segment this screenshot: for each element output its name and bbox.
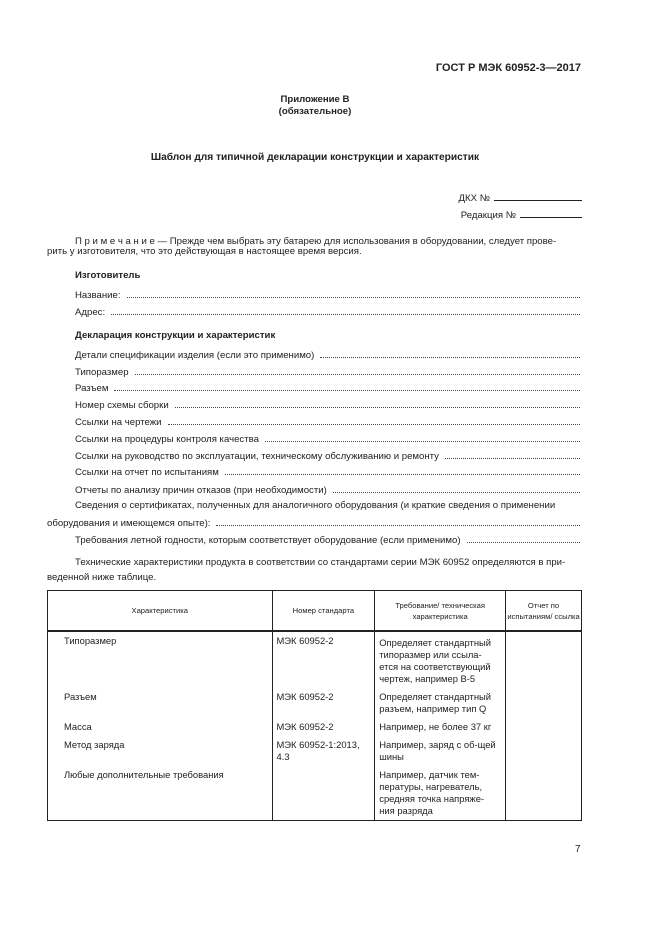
table-cell [506,766,582,821]
table-row [48,631,582,688]
dkx-label: ДКХ № [458,193,490,204]
col-header: Номер стандарта [272,591,375,632]
field-label: Ссылки на отчет по испытаниям [75,467,219,478]
revision-blank [520,208,582,218]
decl-field [75,465,580,479]
field-label: Разъем [75,383,109,394]
dotted-leader [175,398,580,408]
dotted-leader [216,516,580,526]
dotted-leader [225,465,580,475]
page-title: Шаблон для типичной декларации конструкции и характеристик [150,152,480,163]
table-cell: Масса [48,718,273,736]
field-label: Адрес: [75,307,106,318]
dotted-leader [111,305,580,315]
table-cell: Метод заряда [48,736,273,766]
field-label: Ссылки на руководство по эксплуатации, техническому обслуживанию и ремонту [75,451,439,462]
intro-text: Технические характеристики продукта в соответствии со стандартами серии МЭК 60952 определяются в при- [75,557,566,568]
field-label: Отчеты по анализу причин отказов (при необходимости) [75,485,327,496]
dotted-leader [135,365,580,375]
dotted-leader [333,483,580,493]
dotted-leader [265,432,580,442]
col-header: Требование/ техническая характеристика [375,591,506,632]
table-cell: МЭК 60952-2 [272,688,375,718]
dotted-leader [320,348,580,358]
decl-field [75,415,580,429]
characteristics-table [47,590,582,821]
appendix-title: Приложение В [280,94,350,105]
table-cell: Например, не более 37 кг [375,718,506,736]
col-header: Отчет по испытаниям/ ссылка [506,591,582,632]
table-row [48,766,582,821]
table-cell [506,736,582,766]
col-header: Характеристика [48,591,273,632]
dkx-blank [494,191,582,201]
table-cell: МЭК 60952-2 [272,718,375,736]
table-cell: Определяет стандартный типоразмер или ссыла-ется на соответствующий чертеж, например В-5 [375,631,506,688]
table-cell: Любые дополнительные требования [48,766,273,821]
decl-field [75,381,580,395]
note-text: — Прежде чем выбрать эту батарею для использования в оборудовании, следует прове- [154,236,557,247]
dotted-leader [168,415,581,425]
table-cell [506,718,582,736]
note-label: П р и м е ч а н и е [75,236,155,247]
table-cell: Например, датчик тем-пературы, нагреватель, средняя точка напряже-ния разряда [375,766,506,821]
field-label: Номер схемы сборки [75,400,169,411]
table-row [48,718,582,736]
dotted-leader [445,449,580,459]
revision-field [461,208,582,221]
field-label: Ссылки на процедуры контроля качества [75,434,259,445]
table-cell: МЭК 60952-1:2013, 4.3 [272,736,375,766]
table-cell [272,766,375,821]
field-label: Название: [75,290,121,301]
decl-field-certificates [47,516,580,530]
field-name [75,288,580,302]
table-cell: МЭК 60952-2 [272,631,375,688]
dotted-leader [467,533,580,543]
manufacturer-heading: Изготовитель [75,270,141,281]
certificates-text: Сведения о сертификатах, полученных для аналогичного оборудования (и краткие сведения о применении [75,500,556,511]
table-cell: Разъем [48,688,273,718]
dotted-leader [114,381,580,391]
table-cell [506,688,582,718]
field-label: Ссылки на чертежи [75,417,162,428]
field-label: Типоразмер [75,367,129,378]
revision-label: Редакция № [460,210,516,221]
field-label: Требования летной годности, которым соответствует оборудование (если применимо) [75,535,461,546]
decl-field-airworthiness [75,533,580,547]
field-label: оборудования и имеющемся опыте): [47,518,211,529]
declaration-heading: Декларация конструкции и характеристик [75,330,276,341]
dkx-field [459,191,582,204]
decl-field [75,398,580,412]
table-row [48,736,582,766]
table-row [48,688,582,718]
table-header-row [48,591,582,632]
decl-field [75,365,580,379]
decl-field [75,432,580,446]
dotted-leader [127,288,580,298]
table-cell: Определяет стандартный разъем, например тип Q [375,688,506,718]
decl-field [75,483,580,497]
field-label: Детали спецификации изделия (если это применимо) [75,350,315,361]
note-text-2: рить у изготовителя, что это действующая в настоящее время версия. [47,246,362,257]
table-cell [506,631,582,688]
field-address [75,305,580,319]
decl-field [75,449,580,463]
table-cell: Типоразмер [48,631,273,688]
page-number: 7 [575,844,581,855]
document-header: ГОСТ Р МЭК 60952-3—2017 [435,62,581,74]
appendix-subtitle: (обязательное) [278,106,352,117]
intro-text-2: веденной ниже таблице. [47,572,157,583]
table-cell: Например, заряд с об-щей шины [375,736,506,766]
decl-field [75,348,580,362]
